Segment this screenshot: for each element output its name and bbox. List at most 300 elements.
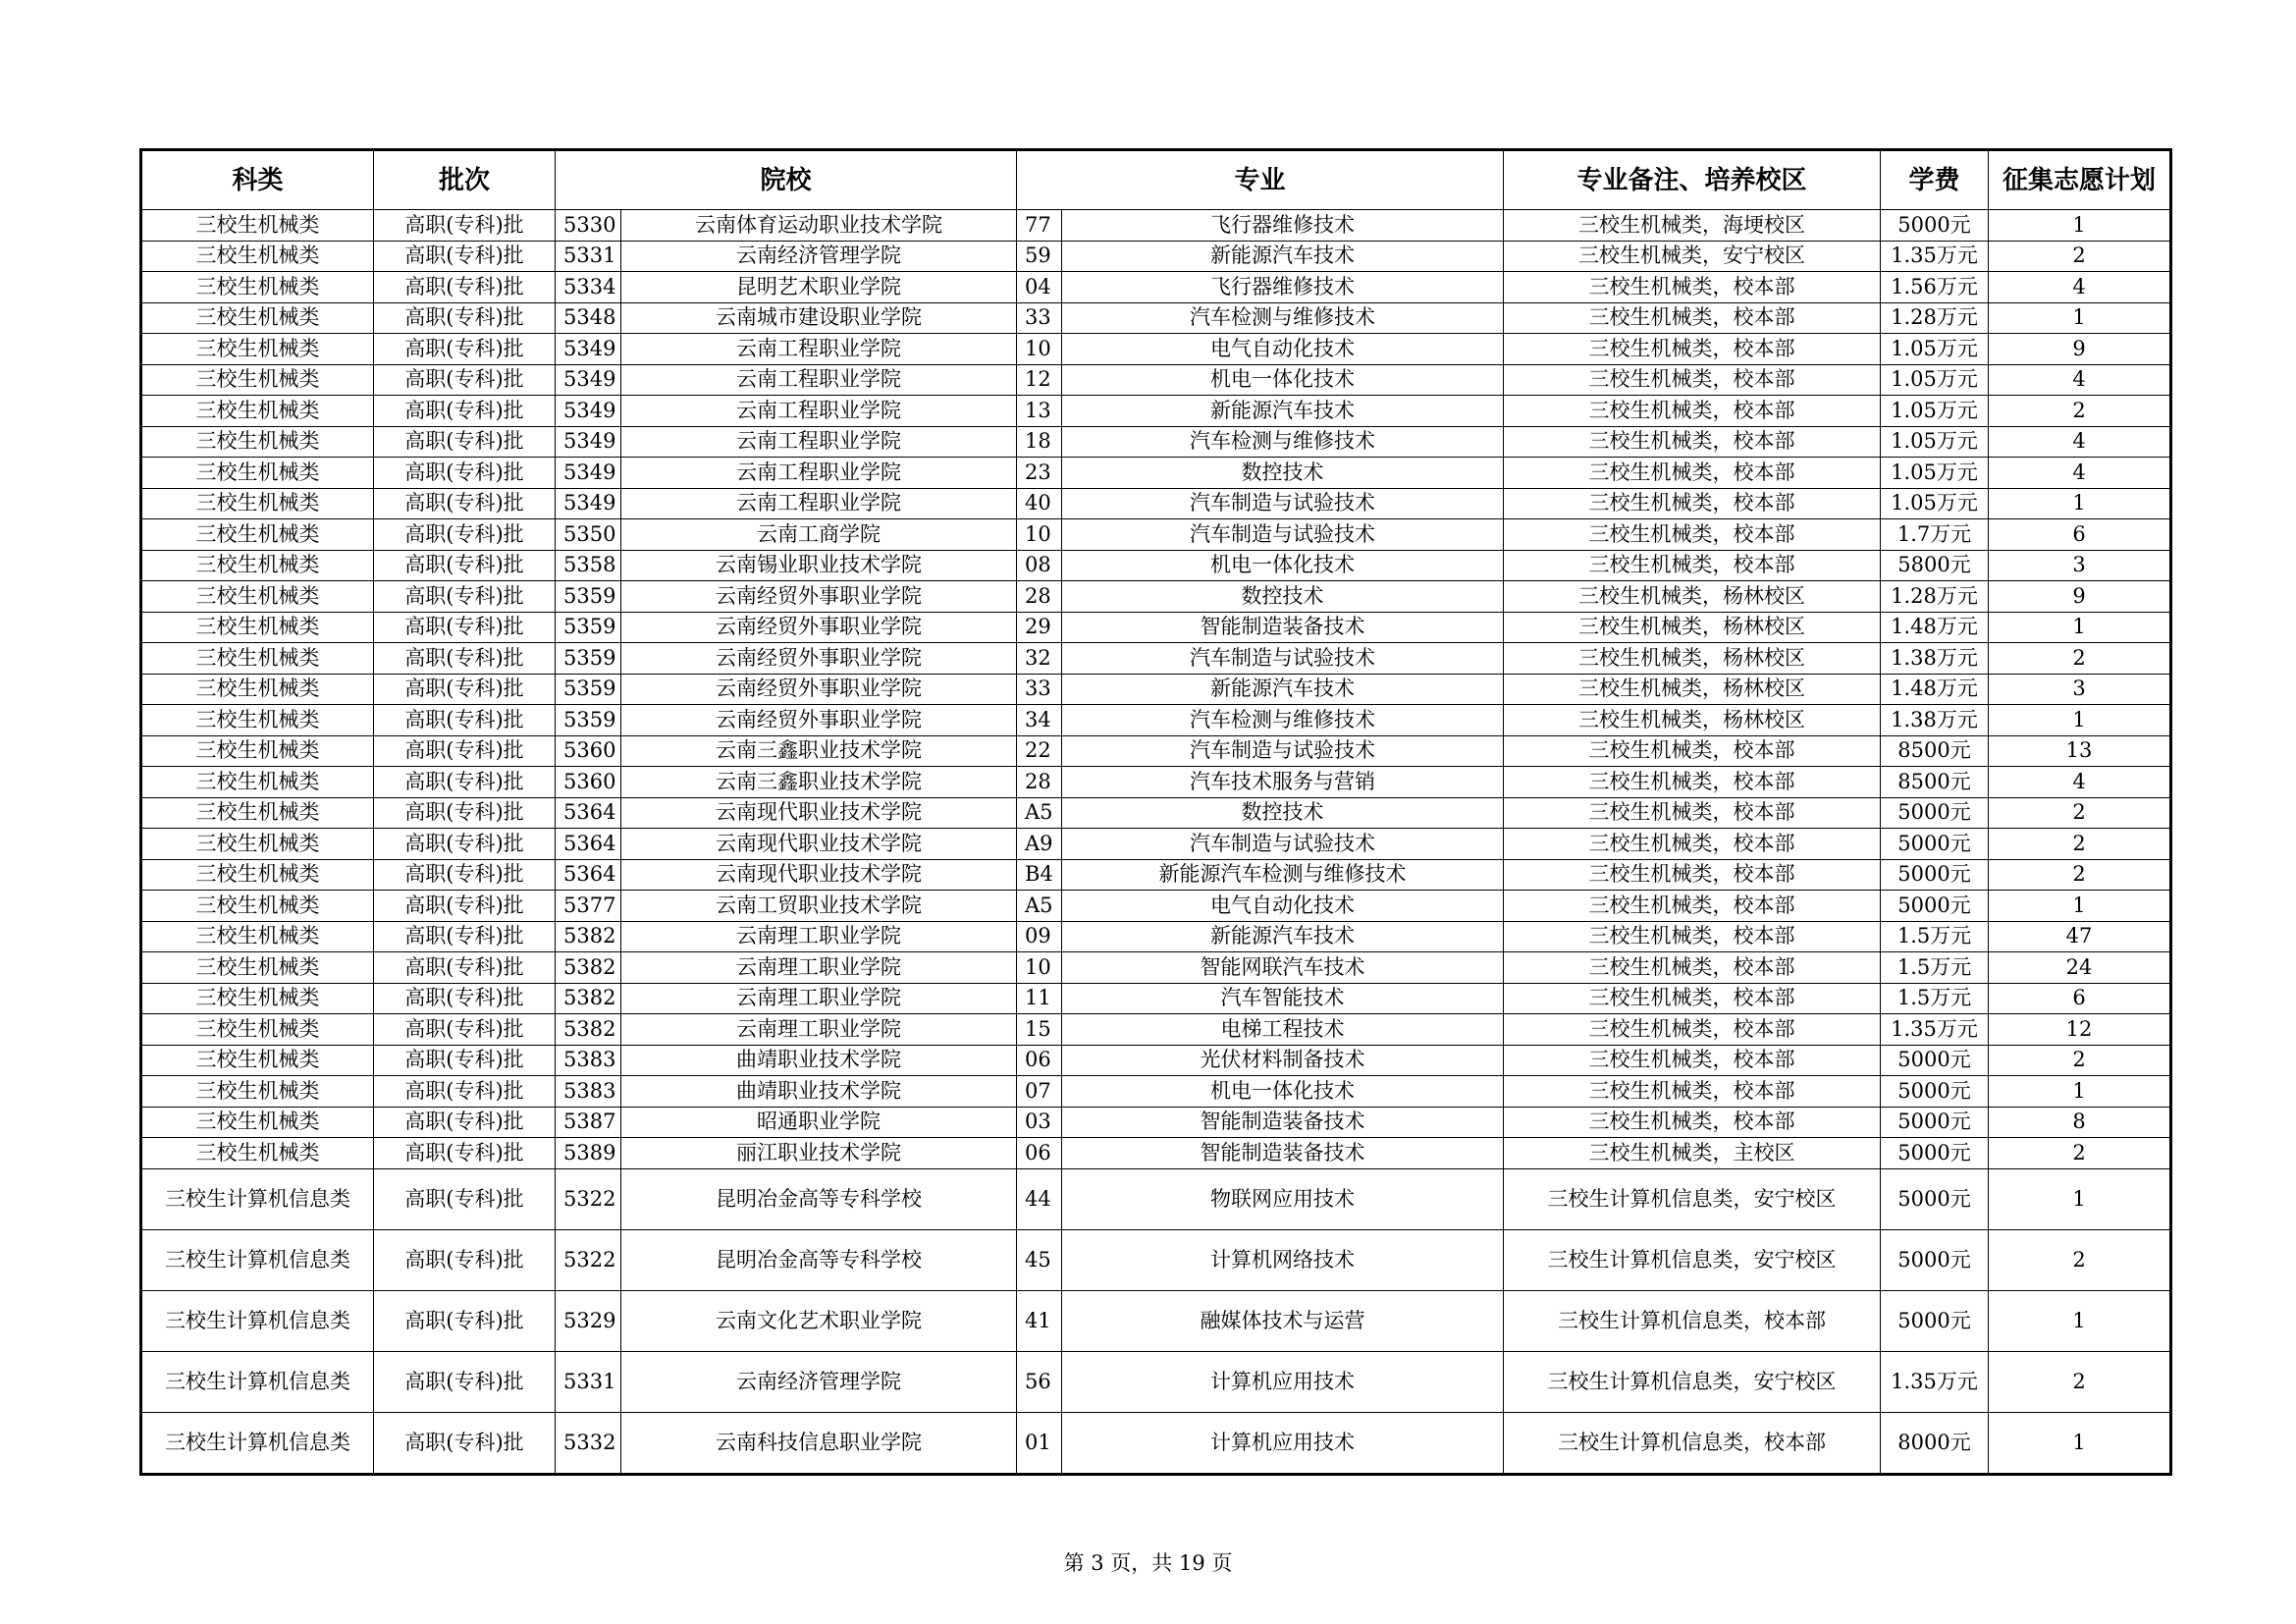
- note-campus-cell: 三校生机械类，校本部: [1504, 272, 1881, 303]
- note-campus-cell: 三校生机械类，校本部: [1504, 426, 1881, 458]
- table-row: [141, 767, 2171, 798]
- major-name-cell: 汽车检测与维修技术: [1062, 705, 1504, 736]
- note-campus-cell: 三校生机械类，校本部: [1504, 952, 1881, 984]
- category-cell: 三校生机械类: [141, 921, 374, 952]
- batch-cell: 高职(专科)批: [374, 1229, 556, 1290]
- major-name-cell: 电梯工程技术: [1062, 1014, 1504, 1046]
- header-note-campus: 专业备注、培养校区: [1504, 150, 1881, 210]
- table-row: [141, 550, 2171, 581]
- major-name-cell: 汽车制造与试验技术: [1062, 519, 1504, 551]
- major-name-cell: 物联网应用技术: [1062, 1168, 1504, 1229]
- batch-cell: 高职(专科)批: [374, 859, 556, 891]
- school-code-cell: 5349: [556, 426, 621, 458]
- table-row: [141, 735, 2171, 767]
- batch-cell: 高职(专科)批: [374, 1412, 556, 1474]
- school-name-cell: 云南工程职业学院: [621, 426, 1017, 458]
- tuition-cell: 1.48万元: [1881, 674, 1989, 705]
- tuition-cell: 1.35万元: [1881, 1014, 1989, 1046]
- school-name-cell: 云南理工职业学院: [621, 1014, 1017, 1046]
- tuition-cell: 1.5万元: [1881, 983, 1989, 1014]
- category-cell: 三校生机械类: [141, 210, 374, 242]
- school-name-cell: 云南经贸外事职业学院: [621, 705, 1017, 736]
- category-cell: 三校生机械类: [141, 458, 374, 489]
- school-code-cell: 5377: [556, 891, 621, 922]
- major-code-cell: 07: [1017, 1076, 1062, 1108]
- header-plan: 征集志愿计划: [1989, 150, 2171, 210]
- major-name-cell: 飞行器维修技术: [1062, 210, 1504, 242]
- note-campus-cell: 三校生机械类，校本部: [1504, 488, 1881, 519]
- school-name-cell: 昭通职业学院: [621, 1107, 1017, 1138]
- batch-cell: 高职(专科)批: [374, 1351, 556, 1412]
- tuition-cell: 1.28万元: [1881, 581, 1989, 613]
- table-row: [141, 488, 2171, 519]
- plan-cell: 1: [1989, 891, 2171, 922]
- major-code-cell: 03: [1017, 1107, 1062, 1138]
- header-major: 专业: [1017, 150, 1504, 210]
- batch-cell: 高职(专科)批: [374, 643, 556, 675]
- major-code-cell: 08: [1017, 550, 1062, 581]
- category-cell: 三校生机械类: [141, 612, 374, 643]
- enrollment-table: [139, 148, 2172, 1476]
- note-campus-cell: 三校生机械类，杨林校区: [1504, 643, 1881, 675]
- school-code-cell: 5349: [556, 488, 621, 519]
- school-code-cell: 5348: [556, 302, 621, 334]
- category-cell: 三校生机械类: [141, 952, 374, 984]
- major-name-cell: 汽车技术服务与营销: [1062, 767, 1504, 798]
- school-code-cell: 5349: [556, 458, 621, 489]
- school-name-cell: 云南工程职业学院: [621, 396, 1017, 427]
- major-name-cell: 汽车智能技术: [1062, 983, 1504, 1014]
- major-code-cell: A5: [1017, 797, 1062, 829]
- category-cell: 三校生计算机信息类: [141, 1168, 374, 1229]
- plan-cell: 1: [1989, 1076, 2171, 1108]
- plan-cell: 6: [1989, 983, 2171, 1014]
- batch-cell: 高职(专科)批: [374, 735, 556, 767]
- school-code-cell: 5349: [556, 396, 621, 427]
- school-name-cell: 昆明艺术职业学院: [621, 272, 1017, 303]
- tuition-cell: 1.05万元: [1881, 426, 1989, 458]
- table-row: [141, 1351, 2171, 1412]
- school-code-cell: 5349: [556, 334, 621, 365]
- school-code-cell: 5329: [556, 1290, 621, 1351]
- major-name-cell: 光伏材料制备技术: [1062, 1045, 1504, 1076]
- note-campus-cell: 三校生机械类，校本部: [1504, 302, 1881, 334]
- plan-cell: 2: [1989, 241, 2171, 272]
- table-body: [141, 210, 2171, 1475]
- plan-cell: 12: [1989, 1014, 2171, 1046]
- major-code-cell: 13: [1017, 396, 1062, 427]
- major-name-cell: 计算机应用技术: [1062, 1412, 1504, 1474]
- major-name-cell: 智能网联汽车技术: [1062, 952, 1504, 984]
- note-campus-cell: 三校生机械类，校本部: [1504, 1045, 1881, 1076]
- major-name-cell: 机电一体化技术: [1062, 364, 1504, 396]
- table-row: [141, 829, 2171, 860]
- table-row: [141, 519, 2171, 551]
- table-row: [141, 581, 2171, 613]
- batch-cell: 高职(专科)批: [374, 674, 556, 705]
- major-name-cell: 智能制造装备技术: [1062, 612, 1504, 643]
- school-code-cell: 5383: [556, 1076, 621, 1108]
- school-name-cell: 云南经贸外事职业学院: [621, 674, 1017, 705]
- batch-cell: 高职(专科)批: [374, 1014, 556, 1046]
- batch-cell: 高职(专科)批: [374, 1076, 556, 1108]
- school-name-cell: 曲靖职业技术学院: [621, 1076, 1017, 1108]
- major-name-cell: 电气自动化技术: [1062, 334, 1504, 365]
- plan-cell: 1: [1989, 612, 2171, 643]
- batch-cell: 高职(专科)批: [374, 210, 556, 242]
- batch-cell: 高职(专科)批: [374, 396, 556, 427]
- category-cell: 三校生机械类: [141, 302, 374, 334]
- batch-cell: 高职(专科)批: [374, 1168, 556, 1229]
- table-row: [141, 674, 2171, 705]
- school-code-cell: 5364: [556, 829, 621, 860]
- school-code-cell: 5359: [556, 612, 621, 643]
- note-campus-cell: 三校生机械类，校本部: [1504, 1014, 1881, 1046]
- major-name-cell: 汽车制造与试验技术: [1062, 735, 1504, 767]
- school-code-cell: 5359: [556, 643, 621, 675]
- major-name-cell: 数控技术: [1062, 797, 1504, 829]
- school-code-cell: 5334: [556, 272, 621, 303]
- school-name-cell: 云南锡业职业技术学院: [621, 550, 1017, 581]
- major-code-cell: 10: [1017, 952, 1062, 984]
- school-code-cell: 5358: [556, 550, 621, 581]
- major-code-cell: 28: [1017, 581, 1062, 613]
- table-row: [141, 643, 2171, 675]
- batch-cell: 高职(专科)批: [374, 891, 556, 922]
- major-code-cell: 01: [1017, 1412, 1062, 1474]
- major-code-cell: 22: [1017, 735, 1062, 767]
- table-row: [141, 302, 2171, 334]
- batch-cell: 高职(专科)批: [374, 458, 556, 489]
- school-name-cell: 云南工程职业学院: [621, 364, 1017, 396]
- category-cell: 三校生计算机信息类: [141, 1229, 374, 1290]
- category-cell: 三校生机械类: [141, 1138, 374, 1169]
- table-row: [141, 1229, 2171, 1290]
- major-code-cell: 33: [1017, 302, 1062, 334]
- school-name-cell: 云南经济管理学院: [621, 241, 1017, 272]
- school-code-cell: 5383: [556, 1045, 621, 1076]
- major-code-cell: 28: [1017, 767, 1062, 798]
- major-code-cell: 45: [1017, 1229, 1062, 1290]
- major-code-cell: A5: [1017, 891, 1062, 922]
- table-row: [141, 1014, 2171, 1046]
- page-footer: 第 3 页，共 19 页: [1063, 1551, 1233, 1575]
- batch-cell: 高职(专科)批: [374, 1107, 556, 1138]
- note-campus-cell: 三校生机械类，主校区: [1504, 1138, 1881, 1169]
- plan-cell: 1: [1989, 1412, 2171, 1474]
- plan-cell: 1: [1989, 302, 2171, 334]
- table-row: [141, 1045, 2171, 1076]
- note-campus-cell: 三校生机械类，校本部: [1504, 396, 1881, 427]
- category-cell: 三校生机械类: [141, 364, 374, 396]
- school-name-cell: 云南工贸职业技术学院: [621, 891, 1017, 922]
- table-row: [141, 797, 2171, 829]
- school-name-cell: 昆明冶金高等专科学校: [621, 1229, 1017, 1290]
- school-code-cell: 5331: [556, 241, 621, 272]
- tuition-cell: 5000元: [1881, 891, 1989, 922]
- tuition-cell: 1.28万元: [1881, 302, 1989, 334]
- plan-cell: 4: [1989, 458, 2171, 489]
- note-campus-cell: 三校生机械类，安宁校区: [1504, 241, 1881, 272]
- plan-cell: 2: [1989, 1351, 2171, 1412]
- major-name-cell: 新能源汽车技术: [1062, 921, 1504, 952]
- plan-cell: 9: [1989, 334, 2171, 365]
- plan-cell: 2: [1989, 1229, 2171, 1290]
- table-row: [141, 396, 2171, 427]
- plan-cell: 2: [1989, 1045, 2171, 1076]
- plan-cell: 8: [1989, 1107, 2171, 1138]
- plan-cell: 6: [1989, 519, 2171, 551]
- school-code-cell: 5382: [556, 952, 621, 984]
- school-name-cell: 云南城市建设职业学院: [621, 302, 1017, 334]
- note-campus-cell: 三校生机械类，校本部: [1504, 921, 1881, 952]
- category-cell: 三校生机械类: [141, 1107, 374, 1138]
- school-name-cell: 云南科技信息职业学院: [621, 1412, 1017, 1474]
- note-campus-cell: 三校生机械类，校本部: [1504, 334, 1881, 365]
- table-row: [141, 364, 2171, 396]
- note-campus-cell: 三校生机械类，校本部: [1504, 797, 1881, 829]
- tuition-cell: 5000元: [1881, 1168, 1989, 1229]
- plan-cell: 4: [1989, 272, 2171, 303]
- batch-cell: 高职(专科)批: [374, 952, 556, 984]
- major-name-cell: 数控技术: [1062, 458, 1504, 489]
- tuition-cell: 1.05万元: [1881, 458, 1989, 489]
- school-code-cell: 5382: [556, 921, 621, 952]
- tuition-cell: 1.35万元: [1881, 241, 1989, 272]
- tuition-cell: 5000元: [1881, 1290, 1989, 1351]
- note-campus-cell: 三校生机械类，校本部: [1504, 519, 1881, 551]
- school-code-cell: 5349: [556, 364, 621, 396]
- note-campus-cell: 三校生机械类，校本部: [1504, 767, 1881, 798]
- plan-cell: 3: [1989, 550, 2171, 581]
- plan-cell: 9: [1989, 581, 2171, 613]
- batch-cell: 高职(专科)批: [374, 1290, 556, 1351]
- header-tuition: 学费: [1881, 150, 1989, 210]
- major-name-cell: 新能源汽车技术: [1062, 674, 1504, 705]
- major-name-cell: 新能源汽车技术: [1062, 396, 1504, 427]
- major-code-cell: 11: [1017, 983, 1062, 1014]
- table-row: [141, 921, 2171, 952]
- plan-cell: 24: [1989, 952, 2171, 984]
- table-row: [141, 891, 2171, 922]
- plan-cell: 1: [1989, 1290, 2171, 1351]
- major-code-cell: 44: [1017, 1168, 1062, 1229]
- school-name-cell: 云南现代职业技术学院: [621, 829, 1017, 860]
- tuition-cell: 1.56万元: [1881, 272, 1989, 303]
- school-code-cell: 5322: [556, 1229, 621, 1290]
- category-cell: 三校生计算机信息类: [141, 1351, 374, 1412]
- school-name-cell: 云南经贸外事职业学院: [621, 643, 1017, 675]
- plan-cell: 2: [1989, 859, 2171, 891]
- school-code-cell: 5331: [556, 1351, 621, 1412]
- major-code-cell: 15: [1017, 1014, 1062, 1046]
- category-cell: 三校生机械类: [141, 1045, 374, 1076]
- school-code-cell: 5359: [556, 705, 621, 736]
- category-cell: 三校生机械类: [141, 550, 374, 581]
- table-row: [141, 612, 2171, 643]
- category-cell: 三校生机械类: [141, 643, 374, 675]
- header-school: 院校: [556, 150, 1017, 210]
- major-code-cell: 18: [1017, 426, 1062, 458]
- note-campus-cell: 三校生机械类，校本部: [1504, 829, 1881, 860]
- tuition-cell: 5000元: [1881, 210, 1989, 242]
- category-cell: 三校生机械类: [141, 797, 374, 829]
- plan-cell: 1: [1989, 705, 2171, 736]
- table-row: [141, 1168, 2171, 1229]
- tuition-cell: 1.05万元: [1881, 364, 1989, 396]
- batch-cell: 高职(专科)批: [374, 550, 556, 581]
- category-cell: 三校生机械类: [141, 1076, 374, 1108]
- note-campus-cell: 三校生计算机信息类，校本部: [1504, 1290, 1881, 1351]
- major-code-cell: 34: [1017, 705, 1062, 736]
- school-code-cell: 5382: [556, 983, 621, 1014]
- major-name-cell: 智能制造装备技术: [1062, 1107, 1504, 1138]
- note-campus-cell: 三校生机械类，杨林校区: [1504, 581, 1881, 613]
- batch-cell: 高职(专科)批: [374, 767, 556, 798]
- category-cell: 三校生机械类: [141, 1014, 374, 1046]
- major-code-cell: 12: [1017, 364, 1062, 396]
- note-campus-cell: 三校生计算机信息类，校本部: [1504, 1412, 1881, 1474]
- major-code-cell: 04: [1017, 272, 1062, 303]
- school-code-cell: 5322: [556, 1168, 621, 1229]
- tuition-cell: 1.5万元: [1881, 921, 1989, 952]
- school-name-cell: 云南工程职业学院: [621, 458, 1017, 489]
- header-batch: 批次: [374, 150, 556, 210]
- plan-cell: 2: [1989, 797, 2171, 829]
- plan-cell: 2: [1989, 829, 2171, 860]
- major-code-cell: 06: [1017, 1045, 1062, 1076]
- tuition-cell: 1.7万元: [1881, 519, 1989, 551]
- tuition-cell: 5000元: [1881, 1107, 1989, 1138]
- batch-cell: 高职(专科)批: [374, 797, 556, 829]
- batch-cell: 高职(专科)批: [374, 364, 556, 396]
- tuition-cell: 5000元: [1881, 1138, 1989, 1169]
- table-row: [141, 210, 2171, 242]
- note-campus-cell: 三校生机械类，海埂校区: [1504, 210, 1881, 242]
- note-campus-cell: 三校生机械类，校本部: [1504, 364, 1881, 396]
- school-name-cell: 云南工程职业学院: [621, 334, 1017, 365]
- table-row: [141, 859, 2171, 891]
- major-code-cell: 09: [1017, 921, 1062, 952]
- batch-cell: 高职(专科)批: [374, 983, 556, 1014]
- note-campus-cell: 三校生机械类，校本部: [1504, 458, 1881, 489]
- school-code-cell: 5364: [556, 859, 621, 891]
- major-name-cell: 汽车制造与试验技术: [1062, 643, 1504, 675]
- school-code-cell: 5389: [556, 1138, 621, 1169]
- tuition-cell: 5800元: [1881, 550, 1989, 581]
- major-code-cell: B4: [1017, 859, 1062, 891]
- major-name-cell: 融媒体技术与运营: [1062, 1290, 1504, 1351]
- table-row: [141, 1076, 2171, 1108]
- table-row: [141, 334, 2171, 365]
- category-cell: 三校生计算机信息类: [141, 1412, 374, 1474]
- note-campus-cell: 三校生机械类，校本部: [1504, 1107, 1881, 1138]
- major-code-cell: 32: [1017, 643, 1062, 675]
- major-code-cell: 41: [1017, 1290, 1062, 1351]
- plan-cell: 1: [1989, 488, 2171, 519]
- major-name-cell: 机电一体化技术: [1062, 1076, 1504, 1108]
- note-campus-cell: 三校生机械类，校本部: [1504, 983, 1881, 1014]
- school-name-cell: 云南理工职业学院: [621, 983, 1017, 1014]
- major-code-cell: 29: [1017, 612, 1062, 643]
- table-row: [141, 272, 2171, 303]
- table-row: [141, 1290, 2171, 1351]
- tuition-cell: 8000元: [1881, 1412, 1989, 1474]
- major-code-cell: 59: [1017, 241, 1062, 272]
- tuition-cell: 5000元: [1881, 1076, 1989, 1108]
- school-code-cell: 5364: [556, 797, 621, 829]
- category-cell: 三校生机械类: [141, 674, 374, 705]
- plan-cell: 2: [1989, 643, 2171, 675]
- batch-cell: 高职(专科)批: [374, 519, 556, 551]
- major-name-cell: 计算机网络技术: [1062, 1229, 1504, 1290]
- category-cell: 三校生机械类: [141, 983, 374, 1014]
- school-name-cell: 云南工程职业学院: [621, 488, 1017, 519]
- batch-cell: 高职(专科)批: [374, 272, 556, 303]
- plan-cell: 4: [1989, 426, 2171, 458]
- plan-cell: 47: [1989, 921, 2171, 952]
- major-code-cell: 33: [1017, 674, 1062, 705]
- school-code-cell: 5360: [556, 767, 621, 798]
- tuition-cell: 5000元: [1881, 829, 1989, 860]
- note-campus-cell: 三校生机械类，杨林校区: [1504, 705, 1881, 736]
- school-code-cell: 5332: [556, 1412, 621, 1474]
- batch-cell: 高职(专科)批: [374, 705, 556, 736]
- batch-cell: 高职(专科)批: [374, 426, 556, 458]
- tuition-cell: 1.35万元: [1881, 1351, 1989, 1412]
- category-cell: 三校生机械类: [141, 396, 374, 427]
- tuition-cell: 1.05万元: [1881, 396, 1989, 427]
- category-cell: 三校生机械类: [141, 272, 374, 303]
- plan-cell: 2: [1989, 1138, 2171, 1169]
- table-row: [141, 952, 2171, 984]
- major-name-cell: 智能制造装备技术: [1062, 1138, 1504, 1169]
- major-name-cell: 数控技术: [1062, 581, 1504, 613]
- major-name-cell: 汽车制造与试验技术: [1062, 829, 1504, 860]
- school-name-cell: 云南经济管理学院: [621, 1351, 1017, 1412]
- major-code-cell: 23: [1017, 458, 1062, 489]
- table-row: [141, 1107, 2171, 1138]
- school-code-cell: 5359: [556, 581, 621, 613]
- category-cell: 三校生机械类: [141, 859, 374, 891]
- batch-cell: 高职(专科)批: [374, 488, 556, 519]
- note-campus-cell: 三校生机械类，校本部: [1504, 891, 1881, 922]
- major-name-cell: 新能源汽车检测与维修技术: [1062, 859, 1504, 891]
- school-name-cell: 丽江职业技术学院: [621, 1138, 1017, 1169]
- category-cell: 三校生机械类: [141, 767, 374, 798]
- tuition-cell: 5000元: [1881, 1045, 1989, 1076]
- major-code-cell: 10: [1017, 519, 1062, 551]
- batch-cell: 高职(专科)批: [374, 921, 556, 952]
- plan-cell: 4: [1989, 767, 2171, 798]
- category-cell: 三校生机械类: [141, 705, 374, 736]
- table-row: [141, 458, 2171, 489]
- batch-cell: 高职(专科)批: [374, 581, 556, 613]
- note-campus-cell: 三校生机械类，校本部: [1504, 735, 1881, 767]
- header-category: 科类: [141, 150, 374, 210]
- note-campus-cell: 三校生机械类，校本部: [1504, 550, 1881, 581]
- tuition-cell: 5000元: [1881, 797, 1989, 829]
- major-name-cell: 计算机应用技术: [1062, 1351, 1504, 1412]
- major-name-cell: 飞行器维修技术: [1062, 272, 1504, 303]
- category-cell: 三校生机械类: [141, 519, 374, 551]
- tuition-cell: 1.38万元: [1881, 643, 1989, 675]
- note-campus-cell: 三校生机械类，校本部: [1504, 1076, 1881, 1108]
- school-name-cell: 昆明冶金高等专科学校: [621, 1168, 1017, 1229]
- table-row: [141, 426, 2171, 458]
- plan-cell: 3: [1989, 674, 2171, 705]
- school-name-cell: 云南三鑫职业技术学院: [621, 767, 1017, 798]
